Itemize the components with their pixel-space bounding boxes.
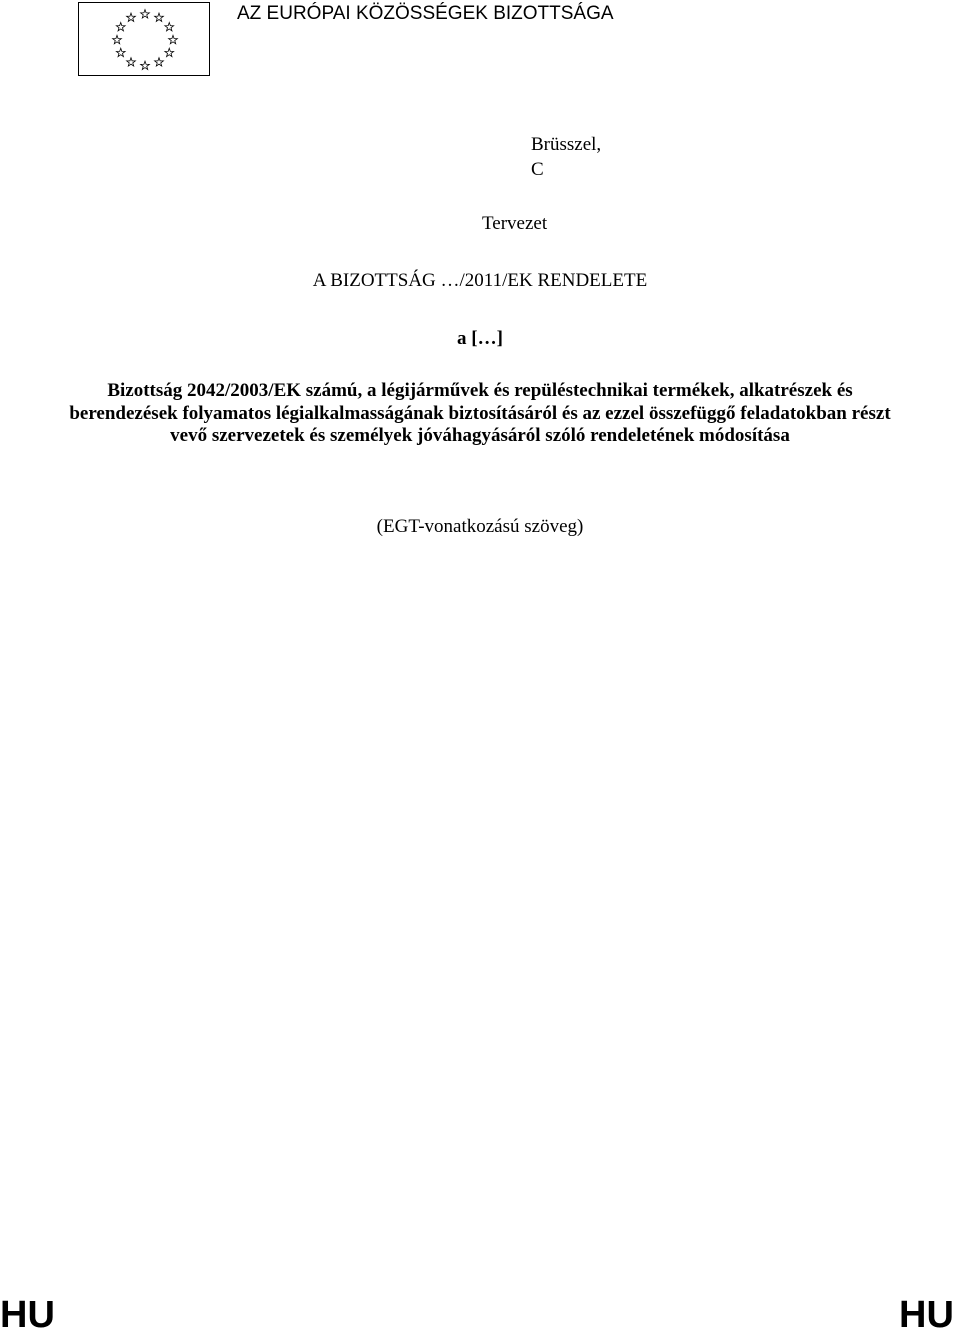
document-reference: C [531,159,544,180]
flag-star-icon [155,58,164,66]
draft-label: Tervezet [482,213,548,234]
flag-star-icon [116,48,125,56]
place-date-block [531,132,601,182]
flag-star-icon [155,13,164,21]
flag-star-icon [127,13,136,21]
language-code-right: HU [899,1294,954,1336]
flag-star-icon [113,35,122,43]
flag-star-icon [141,10,150,18]
eea-relevance-note: (EGT-vonatkozású szöveg) [376,516,584,537]
eu-flag-icon [79,3,211,77]
eu-flag-logo [78,2,210,76]
regulation-title: A BIZOTTSÁG …/2011/EK RENDELETE [312,270,648,291]
flag-star-icon [169,35,178,43]
flag-star-icon [127,58,136,66]
institution-name: AZ EURÓPAI KÖZÖSSÉGEK BIZOTTSÁGA [237,3,614,24]
place-name: Brüsszel, [531,134,602,155]
flag-star-icon [165,48,174,56]
flag-star-icon [141,61,150,69]
date-placeholder: a […] [457,328,503,349]
flag-star-icon [165,23,174,31]
flag-star-icon [116,23,125,31]
regulation-subject: Bizottság 2042/2003/EK számú, a légijárművek és repüléstechnikai termékek, alkatrészek és berendezések folyamatos légialkalmasságának biztosításáról és az ezzel összefüggő feladatokban részt vevő szervezetek és személyek jóváhagyásáról szóló rendeletének módosítása [69,380,891,446]
language-code-left: HU [0,1294,55,1336]
